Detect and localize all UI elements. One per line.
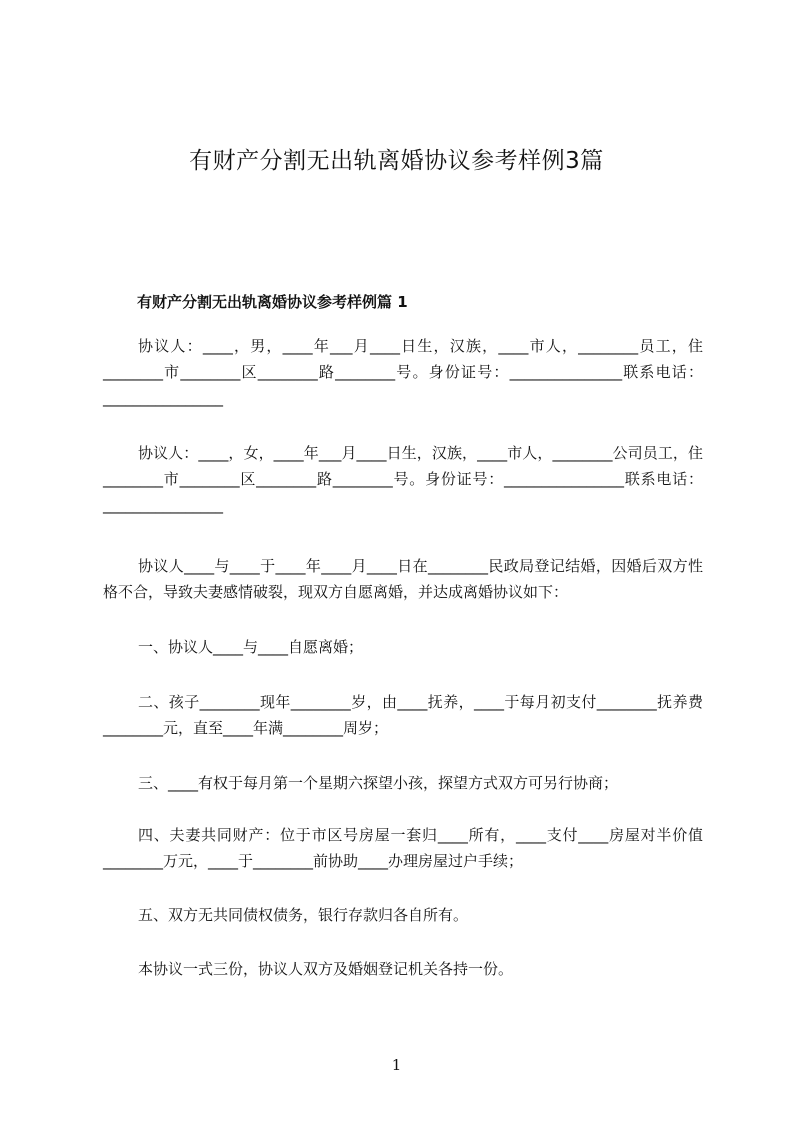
section-heading: 有财产分割无出轨离婚协议参考样例篇 1	[137, 293, 408, 311]
copies-statement: 本协议一式三份，协议人双方及婚姻登记机关各持一份。	[138, 960, 514, 978]
clause-three: 三、____有权于每月第一个星期六探望小孩，探望方式双方可另行协商；	[138, 774, 619, 792]
clause-five: 五、双方无共同债权债务，银行存款归各自所有。	[138, 906, 469, 924]
page-number: 1	[391, 1056, 402, 1074]
document-title: 有财产分割无出轨离婚协议参考样例3篇	[189, 148, 604, 174]
party-two-paragraph: 协议人：____，女，____年___月____日生，汉族，____市人，________公司员工，住________市________区________路________号。身份证号：________________联系电话：________________	[103, 444, 703, 514]
marriage-statement-paragraph: 协议人____与____于____年____月____日在________民政局登记结婚，因婚后双方性格不合，导致夫妻感情破裂，现双方自愿离婚，并达成离婚协议如下：	[103, 557, 703, 601]
clause-four: 四、夫妻共同财产：位于市区号房屋一套归____所有，____支付____房屋对半价值________万元，____于________前协助____办理房屋过户手续；	[103, 826, 703, 870]
clause-two: 二、孩子________现年________岁，由____抚养，____于每月初支付________抚养费________元，直至____年满________周岁；	[103, 693, 703, 737]
party-one-paragraph: 协议人：____，男，____年___月____日生，汉族，____市人，________员工，住________市________区________路________号。身份证号：_______________联系电话：________________	[103, 337, 703, 407]
clause-one: 一、协议人____与____自愿离婚；	[138, 638, 364, 656]
